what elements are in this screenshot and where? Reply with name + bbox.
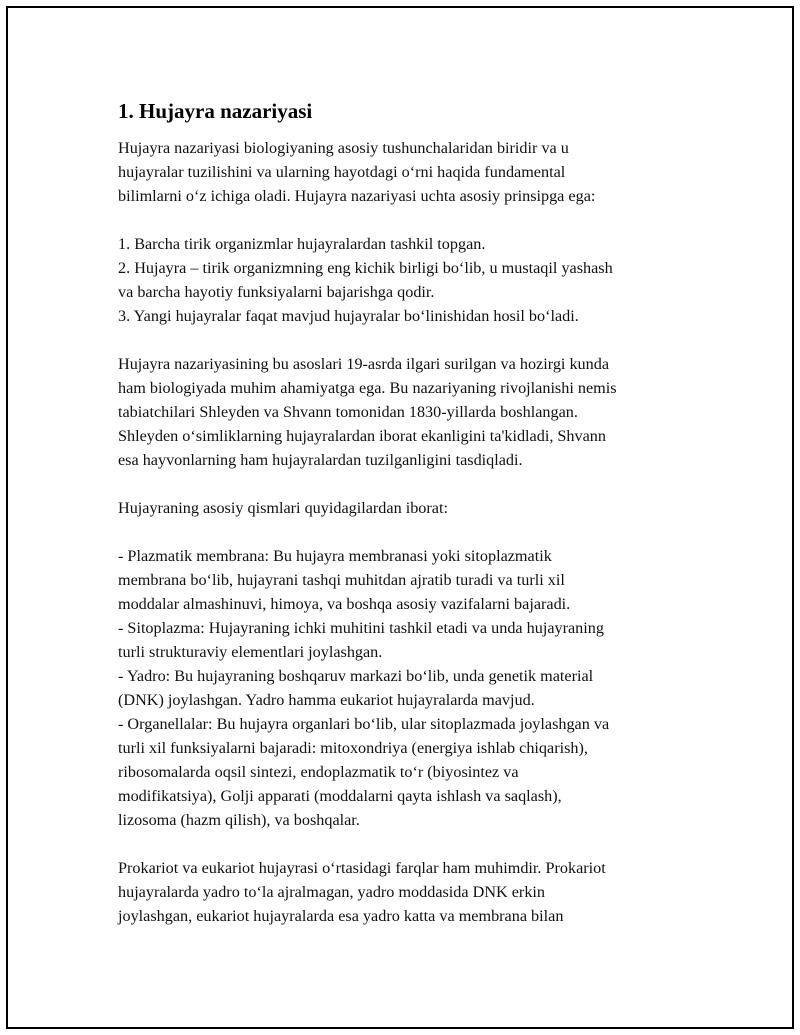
text-line: 1. Barcha tirik organizmlar hujayralardan tashkil topgan. <box>118 235 486 253</box>
document-page <box>6 6 794 1029</box>
paragraph-parts-intro <box>118 496 698 520</box>
text-line: hujayralarda yadro to‘la ajralmagan, yadro moddasida DNK erkin <box>118 883 546 901</box>
text-line: tabiatchilari Shleyden va Shvann tomonidan 1830-yillarda boshlangan. <box>118 403 578 421</box>
text-line: 2. Hujayra – tirik organizmning eng kichik birligi bo‘lib, u mustaqil yashash <box>118 259 613 277</box>
paragraph-gap <box>118 832 698 856</box>
text-line: - Organellalar: Bu hujayra organlari bo‘lib, ular sitoplazmada joylashgan va <box>118 715 610 733</box>
text-line: - Sitoplazma: Hujayraning ichki muhitini tashkil etadi va unda hujayraning <box>118 619 604 637</box>
paragraph-gap <box>118 520 698 544</box>
text-line: modifikatsiya), Golji apparati (moddalarni qayta ishlash va saqlash), <box>118 787 562 805</box>
paragraph-gap <box>118 208 698 232</box>
text-line: ribosomalarda oqsil sintezi, endoplazmatik to‘r (biyosintez va <box>118 763 519 781</box>
text-line: turli xil funksiyalarni bajaradi: mitoxondriya (energiya ishlab chiqarish), <box>118 739 588 757</box>
text-line: bilimlarni o‘z ichiga oladi. Hujayra nazariyasi uchta asosiy prinsipga ega: <box>118 187 596 205</box>
paragraph-gap <box>118 328 698 352</box>
paragraph-prokaryote <box>118 856 698 928</box>
document-content <box>118 98 698 928</box>
text-line: esa hayvonlarning ham hujayralardan tuzilganligini tasdiqladi. <box>118 451 523 469</box>
section-heading: 1. Hujayra nazariyasi <box>118 99 313 123</box>
text-line: - Plazmatik membrana: Bu hujayra membranasi yoki sitoplazmatik <box>118 547 552 565</box>
text-line: turli strukturaviy elementlari joylashgan. <box>118 643 383 661</box>
text-line: moddalar almashinuvi, himoya, va boshqa asosiy vazifalarni bajaradi. <box>118 595 571 613</box>
paragraph-parts-list <box>118 544 698 832</box>
text-line: Hujayra nazariyasining bu asoslari 19-asrda ilgari surilgan va hozirgi kunda <box>118 355 610 373</box>
paragraph-gap <box>118 472 698 496</box>
text-line: - Yadro: Bu hujayraning boshqaruv markazi bo‘lib, unda genetik material <box>118 667 594 685</box>
paragraph-history <box>118 352 698 472</box>
text-line: va barcha hayotiy funksiyalarni bajarishga qodir. <box>118 283 435 301</box>
text-line: 3. Yangi hujayralar faqat mavjud hujayralar bo‘linishidan hosil bo‘ladi. <box>118 307 579 325</box>
text-line: Hujayraning asosiy qismlari quyidagilardan iborat: <box>118 499 448 517</box>
text-line: lizosoma (hazm qilish), va boshqalar. <box>118 811 360 829</box>
text-line: ham biologiyada muhim ahamiyatga ega. Bu nazariyaning rivojlanishi nemis <box>118 379 617 397</box>
text-line: joylashgan, eukariot hujayralarda esa yadro katta va membrana bilan <box>118 907 564 925</box>
text-line: Prokariot va eukariot hujayrasi o‘rtasidagi farqlar ham muhimdir. Prokariot <box>118 859 606 877</box>
text-line: Shleyden o‘simliklarning hujayralardan iborat ekanligini ta'kidladi, Shvann <box>118 427 606 445</box>
text-line: Hujayra nazariyasi biologiyaning asosiy tushunchalaridan biridir va u <box>118 139 569 157</box>
paragraph-principles <box>118 232 698 328</box>
text-line: (DNK) joylashgan. Yadro hamma eukariot hujayralarda mavjud. <box>118 691 535 709</box>
paragraph-intro <box>118 136 698 208</box>
text-line: hujayralar tuzilishini va ularning hayotdagi o‘rni haqida fundamental <box>118 163 566 181</box>
text-line: membrana bo‘lib, hujayrani tashqi muhitdan ajratib turadi va turli xil <box>118 571 565 589</box>
